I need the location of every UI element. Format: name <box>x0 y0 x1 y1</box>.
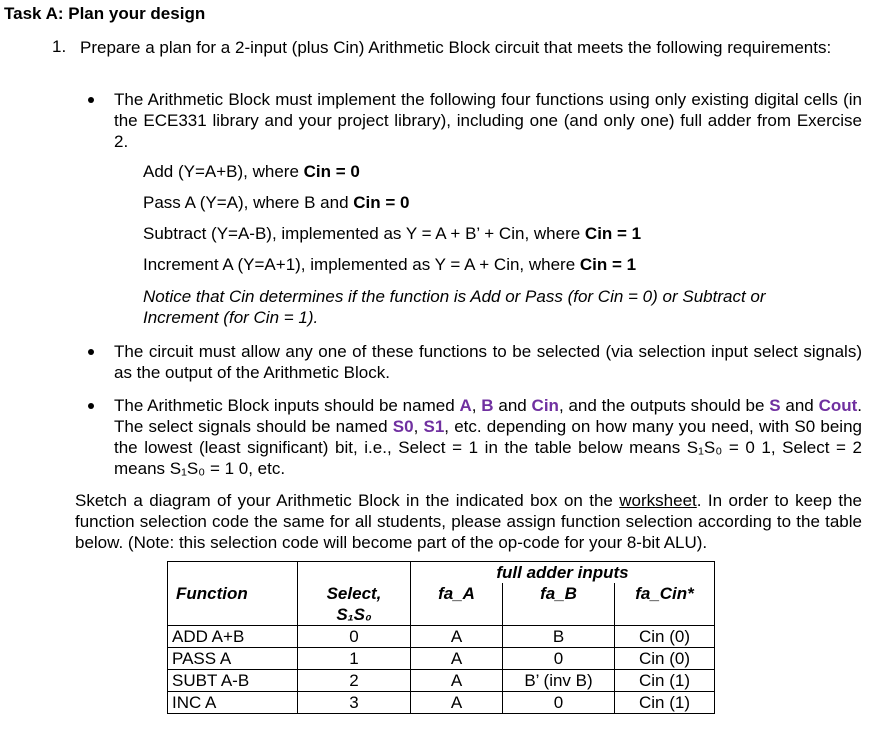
select-s0-name: S0 <box>392 417 414 436</box>
bullet-dot <box>88 403 94 409</box>
function-increment-cin: Cin = 1 <box>579 255 637 274</box>
function-subtract-cin: Cin = 1 <box>584 224 642 243</box>
input-cin-name: Cin <box>531 396 559 415</box>
cell-fa-b: B’ (inv B) <box>503 670 615 692</box>
sketch-text: . In order to keep the function selection code the same for all students, please assign function selection according to the table below. (Note: this selection code will become part of the op-code for your 8-bit ALU). <box>75 491 862 552</box>
header-fa-cin: fa_Cin* <box>615 583 715 626</box>
worksheet-link[interactable]: worksheet <box>619 491 697 510</box>
function-pass-cin: Cin = 0 <box>353 193 410 212</box>
table-row <box>168 626 715 648</box>
function-increment <box>143 255 636 275</box>
cell-fa-a: A <box>411 692 503 714</box>
bullet-3-part: and <box>493 396 532 415</box>
cell-fa-a: A <box>411 670 503 692</box>
function-subtract <box>143 224 641 244</box>
section-title: Task A: Plan your design <box>4 4 206 23</box>
output-s-name: S <box>769 396 781 415</box>
table-header-row <box>168 583 715 626</box>
cell-function: SUBT A-B <box>168 670 298 692</box>
input-b-name: B <box>481 396 494 415</box>
function-add-text: Add (Y=A+B), where <box>143 162 304 181</box>
cell-fa-cin: Cin (0) <box>615 626 715 648</box>
item-text: Prepare a plan for a 2-input (plus Cin) Arithmetic Block circuit that meets the following requirements: <box>80 38 832 57</box>
table-row <box>168 648 715 670</box>
cell-select: 1 <box>298 648 411 670</box>
cell-fa-cin: Cin (1) <box>615 692 715 714</box>
notice-text: Notice that Cin determines if the function is Add or Pass (for Cin = 0) or Subtract or Increment (for Cin = 1). <box>143 287 766 327</box>
cell-fa-a: A <box>411 626 503 648</box>
bullet-3-part: and <box>780 396 819 415</box>
input-a-name: A <box>459 396 472 415</box>
function-pass <box>143 193 409 213</box>
item-number: 1. <box>52 37 67 56</box>
function-subtract-text: Subtract (Y=A-B), implemented as Y = A + B’ + Cin, where <box>143 224 585 243</box>
bullet-3-text <box>114 395 862 479</box>
cell-fa-b: 0 <box>503 692 615 714</box>
bullet-dot <box>88 97 94 103</box>
cell-select: 3 <box>298 692 411 714</box>
sketch-instructions <box>75 490 862 553</box>
table-row <box>168 670 715 692</box>
select-s1-name: S1 <box>423 417 445 436</box>
header-select <box>298 583 411 626</box>
header-select-label: Select, <box>326 584 382 603</box>
cell-function: PASS A <box>168 648 298 670</box>
cell-select: 2 <box>298 670 411 692</box>
header-function: Function <box>168 583 298 626</box>
table-header-row <box>168 562 715 584</box>
function-add <box>143 162 360 182</box>
function-increment-text: Increment A (Y=A+1), implemented as Y = A + Cin, where <box>143 255 580 274</box>
bullet-3-part: , <box>471 396 482 415</box>
function-add-cin: Cin = 0 <box>303 162 360 181</box>
cell-fa-cin: Cin (1) <box>615 670 715 692</box>
bullet-1-text: The Arithmetic Block must implement the following four functions using only existing digital cells (in the ECE331 library and your project library), including one (and only one) full adder from Exercise 2. <box>114 90 862 151</box>
cell-fa-b: B <box>503 626 615 648</box>
function-pass-text: Pass A (Y=A), where B and <box>143 193 354 212</box>
cell-fa-b: 0 <box>503 648 615 670</box>
header-fa-a: fa_A <box>411 583 503 626</box>
group-header: full adder inputs <box>411 562 715 584</box>
cell-select: 0 <box>298 626 411 648</box>
bullet-2-text: The circuit must allow any one of these functions to be selected (via selection input select signals) as the output of the Arithmetic Block. <box>114 342 862 382</box>
cell-function: ADD A+B <box>168 626 298 648</box>
function-selection-table <box>167 561 715 714</box>
table-row <box>168 692 715 714</box>
bullet-3-part: The Arithmetic Block inputs should be named <box>114 396 460 415</box>
bullet-3-part: , <box>413 417 424 436</box>
bullet-3-part: , etc. depending on how many you need, with S0 being the lowest (least significant) bit, i.e., Select = 1 in the table below means S₁S₀ = 0 1, Select = 2 means S₁S₀ = 1 0, etc. <box>114 417 862 478</box>
cell-fa-a: A <box>411 648 503 670</box>
bullet-dot <box>88 349 94 355</box>
cell-fa-cin: Cin (0) <box>615 648 715 670</box>
sketch-text: Sketch a diagram of your Arithmetic Block in the indicated box on the <box>75 491 620 510</box>
header-fa-b: fa_B <box>503 583 615 626</box>
output-cout-name: Cout <box>818 396 858 415</box>
header-select-sub: S₁S₀ <box>336 605 372 624</box>
cell-function: INC A <box>168 692 298 714</box>
bullet-3-part: . The select signals should be named <box>114 396 863 436</box>
bullet-3-part: , and the outputs should be <box>558 396 770 415</box>
